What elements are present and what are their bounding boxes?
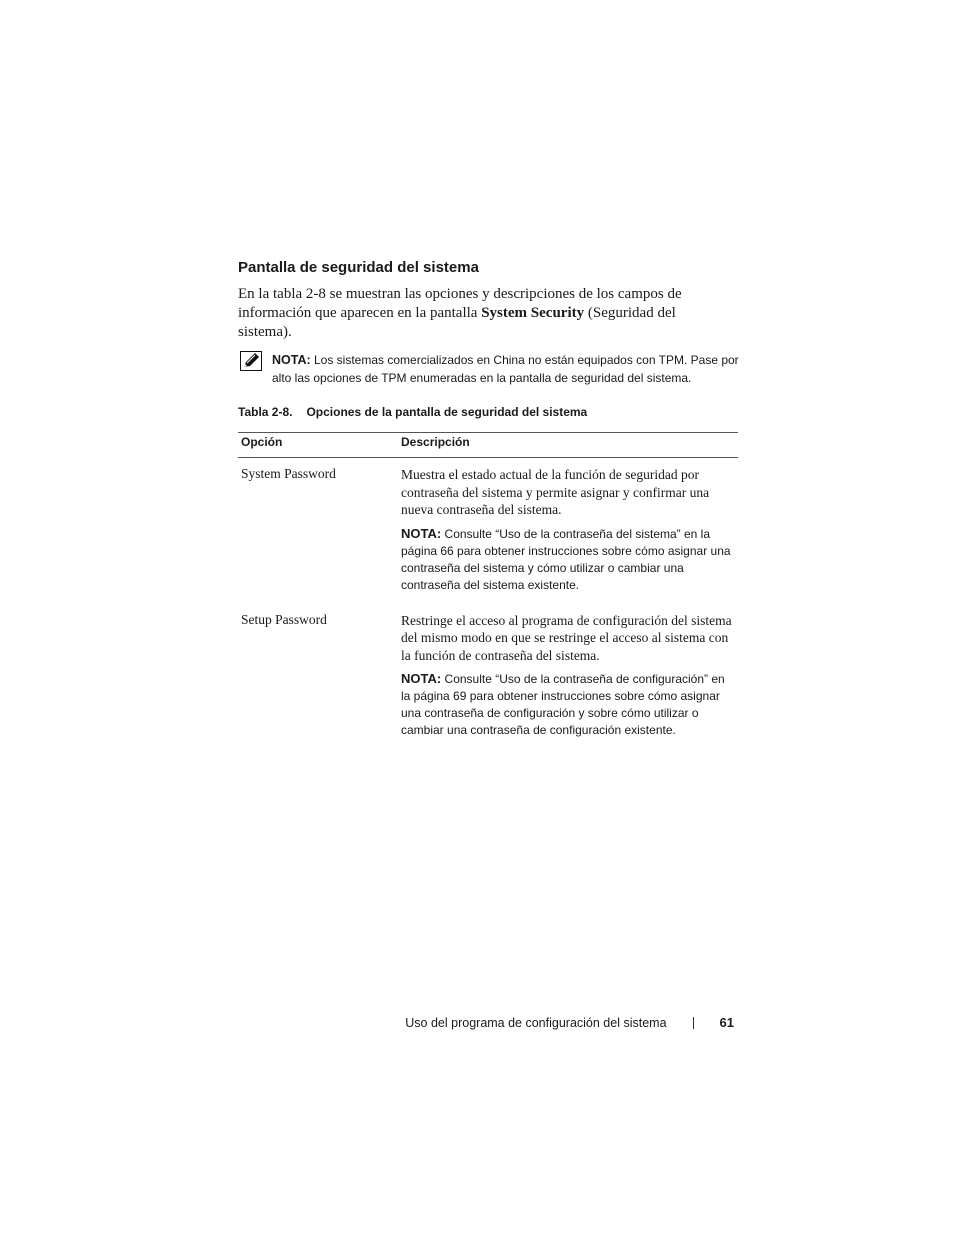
header-description: Descripción xyxy=(398,433,738,458)
intro-text-before: En la tabla 2-8 se muestran las opciones y descripciones de los campos de información que aparecen en la pantalla xyxy=(238,286,682,321)
row-note xyxy=(401,525,735,594)
row-note-text: Consulte “Uso de la contraseña del sistema” en la página 66 para obtener instrucciones sobre cómo asignar una contraseña del sistema y cómo utilizar o cambiar una contraseña del sistema existente. xyxy=(401,526,731,592)
row-note xyxy=(401,670,735,739)
table-row xyxy=(238,458,738,604)
note-china-tpm xyxy=(272,351,740,387)
description-cell xyxy=(398,458,738,604)
footer-separator xyxy=(693,1017,694,1029)
intro-text-after: (Seguridad del sistema). xyxy=(238,305,676,340)
table-header-row xyxy=(238,433,738,458)
note-label: NOTA: xyxy=(272,353,311,367)
page-footer xyxy=(405,1015,734,1030)
table-caption xyxy=(238,405,587,419)
description-text: Muestra el estado actual de la función de seguridad por contraseña del sistema y permite asignar y confirmar una nueva contraseña del sistema. xyxy=(401,467,710,517)
option-setup-password: Setup Password xyxy=(241,611,327,627)
row-note-text: Consulte “Uso de la contraseña de configuración” en la página 69 para obtener instrucciones sobre cómo asignar una contraseña de configuración y sobre cómo utilizar o cambiar una contraseña de configuración existente. xyxy=(401,672,725,737)
description-cell xyxy=(398,604,738,750)
intro-screen-name: System Security xyxy=(481,305,585,321)
description-text: Restringe el acceso al programa de configuración del sistema del mismo modo en que se restringe el acceso al sistema con la función de contraseña del sistema. xyxy=(401,612,732,663)
security-options-table xyxy=(238,432,738,749)
page-number: 61 xyxy=(719,1015,734,1030)
option-system-password: System Password xyxy=(241,466,336,481)
row-note-label: NOTA: xyxy=(401,525,442,541)
pencil-note-icon xyxy=(240,351,262,371)
note-text: Los sistemas comercializados en China no están equipados con TPM. Pase por alto las opciones de TPM enumeradas en la pantalla de seguridad del sistema. xyxy=(272,353,739,385)
table-caption-number: Tabla 2-8. xyxy=(238,405,293,419)
row-note-label: NOTA: xyxy=(401,671,442,686)
table-row xyxy=(238,604,738,750)
table-caption-title: Opciones de la pantalla de seguridad del sistema xyxy=(306,405,588,419)
intro-paragraph xyxy=(238,285,718,342)
section-title: Pantalla de seguridad del sistema xyxy=(238,259,479,276)
footer-chapter-title: Uso del programa de configuración del sistema xyxy=(405,1015,667,1030)
header-option: Opción xyxy=(238,433,398,458)
